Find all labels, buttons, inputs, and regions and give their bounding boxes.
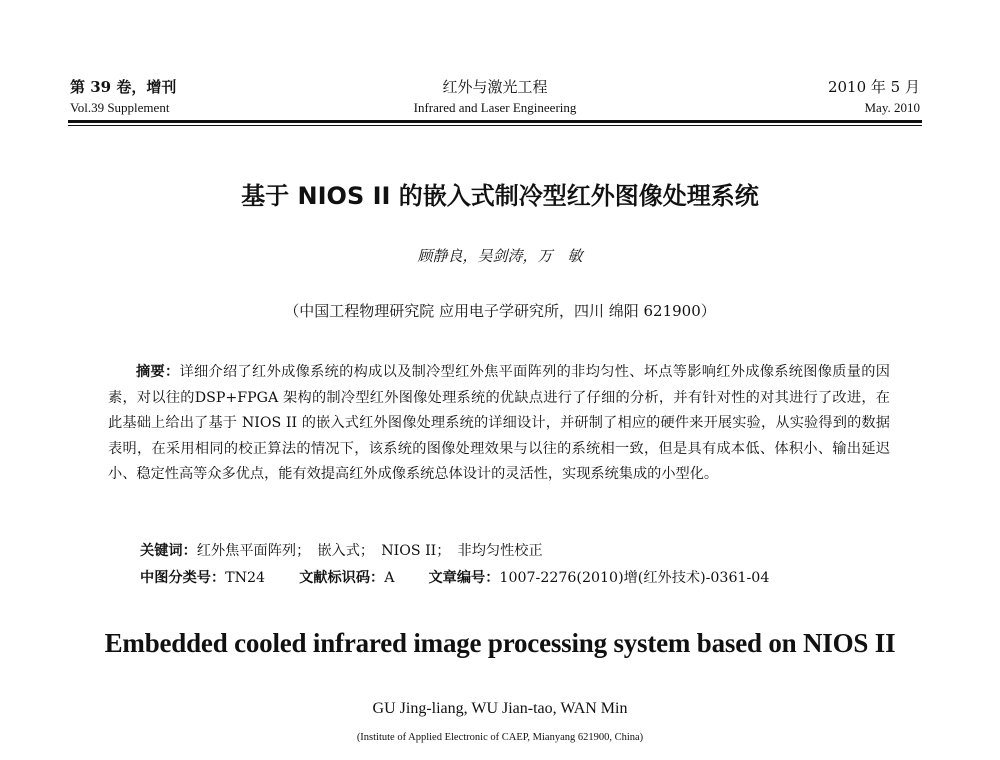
clc-label: 中图分类号： [140, 570, 226, 586]
journal-name-en: Infrared and Laser Engineering [413, 100, 577, 115]
classification-line [140, 567, 769, 587]
abstract-cn [108, 360, 890, 488]
keywords-line [140, 540, 543, 560]
journal-name-cn: 红外与激光工程 [442, 78, 548, 96]
paper-title-cn: 基于 NIOS II 的嵌入式制冷型红外图像处理系统 [241, 182, 759, 210]
abstract-label: 摘要： [136, 364, 180, 380]
doc-code-label: 文献标识码： [299, 570, 385, 586]
abstract-text: 详细介绍了红外成像系统的构成以及制冷型红外焦平面阵列的非均匀性、坏点等影响红外成像系统图像质量的因素，对以往的DSP+FPGA 架构的制冷型红外图像处理系统的优缺点进行了仔细的分析，并有针对性的对其进行了改进，在此基础上给出了基于 NIOS II 的嵌入式红外图像处理系统的详细设计，并研制了相应的硬件来开展实验，从实验得到的数据表明，在采用相同的校正算法的情况下，该系统的图像处理效果与以往的系统相一致，但是具有成本低、体积小、输出延迟小、稳定性高等众多优点，能有效提高红外成像系统总体设计的灵活性，实现系统集成的小型化。 [108, 364, 890, 482]
affiliation-en: (Institute of Applied Electronic of CAEP, Mianyang 621900, China) [356, 732, 644, 743]
authors-en: GU Jing-liang, WU Jian-tao, WAN Min [372, 700, 628, 717]
clc-value: TN24 [225, 570, 266, 586]
article-no-label: 文章编号： [428, 570, 500, 586]
date-en: May. 2010 [864, 100, 920, 115]
header-rule-thick [68, 120, 922, 123]
doc-code-value: A [384, 570, 395, 586]
paper-title-en: Embedded cooled infrared image processing system based on NIOS II [104, 628, 896, 658]
authors-cn: 顾静良，吴剑涛，万 敏 [417, 247, 583, 265]
journal-header [68, 76, 922, 126]
affiliation-cn: （中国工程物理研究院 应用电子学研究所，四川 绵阳 621900） [284, 302, 716, 320]
volume-en: Vol.39 Supplement [70, 100, 170, 115]
keywords-text: 红外焦平面阵列； 嵌入式； NIOS II； 非均匀性校正 [196, 543, 543, 559]
keywords-label: 关键词： [140, 543, 197, 559]
article-no-value: 1007-2276(2010)增(红外技术)-0361-04 [499, 570, 770, 586]
volume-cn: 第 39 卷，增刊 [70, 78, 177, 96]
date-cn: 2010 年 5 月 [827, 78, 920, 96]
header-rule-thin [68, 125, 922, 126]
